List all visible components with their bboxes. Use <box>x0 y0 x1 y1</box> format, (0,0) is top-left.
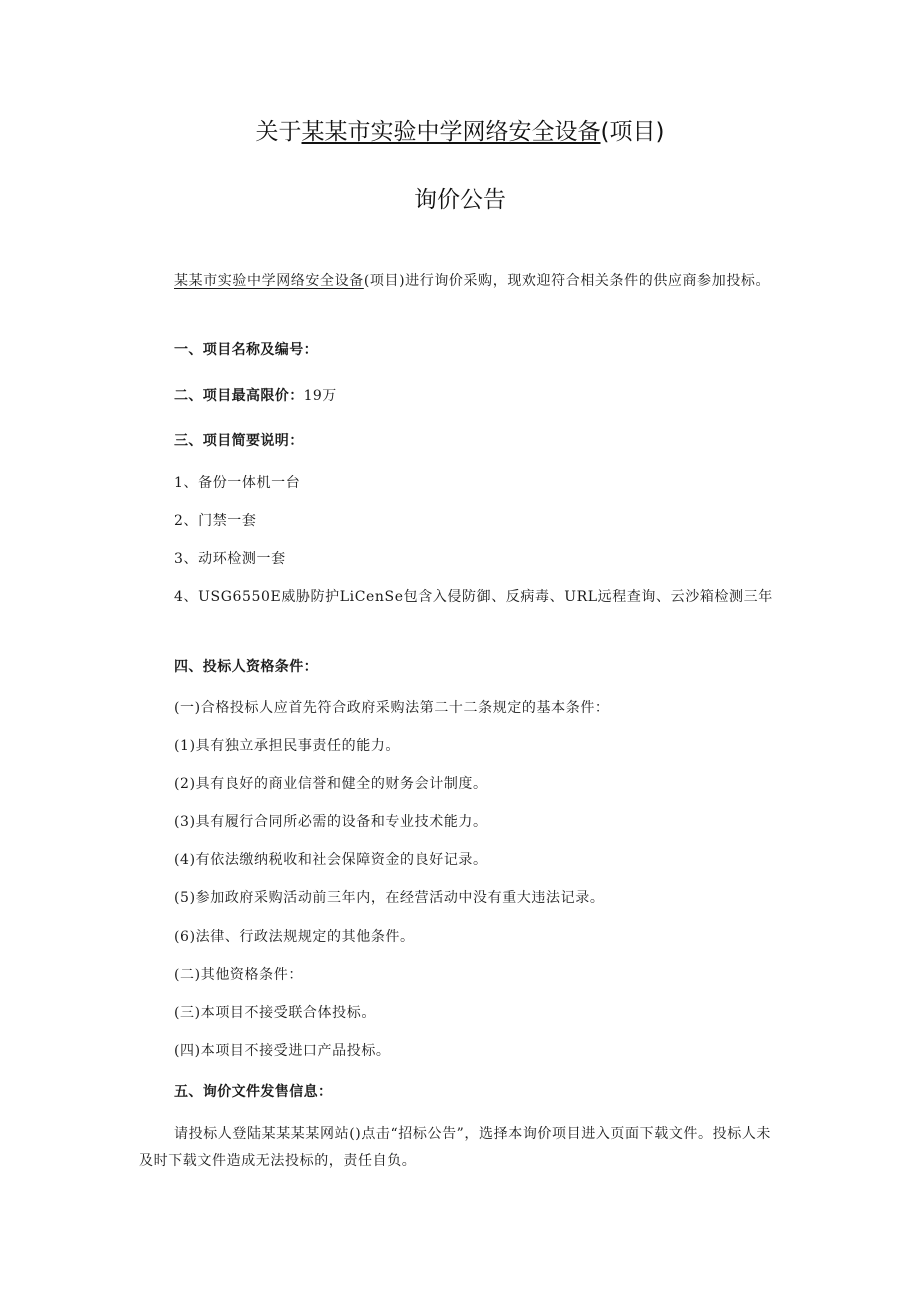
document-subtitle: 询价公告 <box>414 187 506 213</box>
title-suffix: (项目) <box>600 119 665 145</box>
title-prefix: 关于 <box>255 119 302 145</box>
list-item: (三)本项目不接受联合体投标。 <box>174 1005 376 1021</box>
list-item: 4、USG6550E威胁防护LiCenSe包含入侵防御、反病毒、URL远程查询、云沙箱检测三年 <box>174 589 773 605</box>
section3-heading: 三、项目简要说明： <box>174 433 304 449</box>
list-item: (一)合格投标人应首先符合政府采购法第二十二条规定的基本条件： <box>174 700 610 716</box>
section4-heading: 四、投标人资格条件： <box>174 659 318 675</box>
list-item: 3、动环检测一套 <box>174 551 286 567</box>
list-item: (3)具有履行合同所必需的设备和专业技术能力。 <box>174 814 488 830</box>
section2-heading <box>174 386 337 406</box>
intro-paragraph <box>139 268 783 295</box>
list-item: (5)参加政府采购活动前三年内，在经营活动中没有重大违法记录。 <box>174 890 605 906</box>
list-item: (四)本项目不接受进口产品投标。 <box>174 1043 391 1059</box>
title-project-name: 某某市实验中学网络安全设备 <box>301 119 601 145</box>
list-item: (二)其他资格条件： <box>174 967 303 983</box>
document-title <box>0 113 920 146</box>
list-item: (1)具有独立承担民事责任的能力。 <box>174 738 401 754</box>
section5-body: 请投标人登陆某某某某网站()点击“招标公告”，选择本询价项目进入页面下载文件。投标人未及时下载文件造成无法投标的，责任自负。 <box>139 1126 772 1169</box>
intro-project-name: 某某市实验中学网络安全设备 <box>174 273 364 289</box>
section2-label: 二、项目最高限价： <box>174 388 304 404</box>
intro-text: (项目)进行询价采购，现欢迎符合相关条件的供应商参加投标。 <box>363 273 771 289</box>
list-item: (6)法律、行政法规规定的其他条件。 <box>174 929 415 945</box>
price-limit-value: 19万 <box>303 388 337 404</box>
list-item: 1、备份一体机一台 <box>174 475 301 491</box>
section5-heading: 五、询价文件发售信息： <box>174 1084 333 1100</box>
list-item: 2、门禁一套 <box>174 513 257 529</box>
section1-heading: 一、项目名称及编号： <box>174 342 318 358</box>
list-item: (4)有依法缴纳税收和社会保障资金的良好记录。 <box>174 852 488 868</box>
list-item: (2)具有良好的商业信誉和健全的财务会计制度。 <box>174 776 488 792</box>
